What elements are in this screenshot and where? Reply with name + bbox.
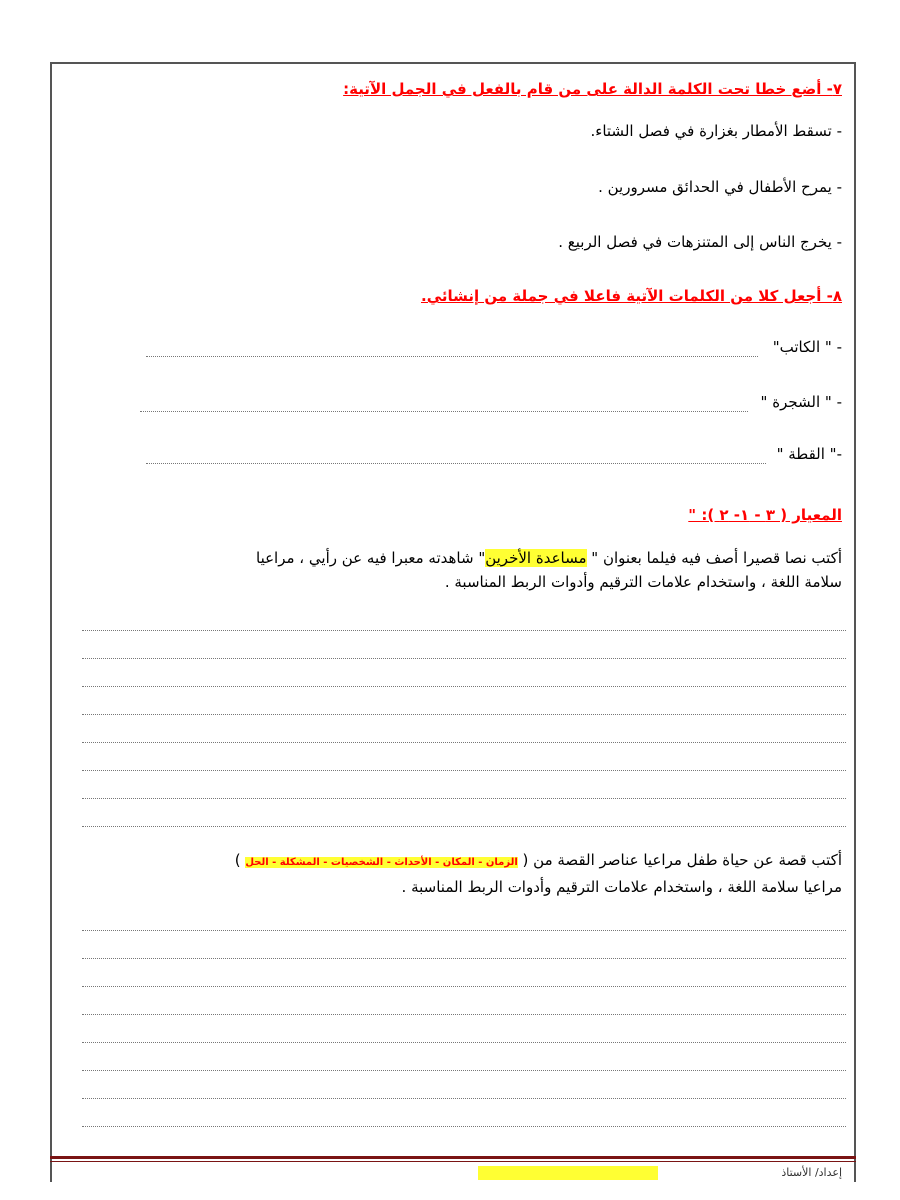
answer-line[interactable]: [82, 930, 846, 931]
task1-line-2: سلامة اللغة ، واستخدام علامات الترقيم وأدوات الربط المناسبة .: [444, 573, 842, 591]
task2-line-2: مراعيا سلامة اللغة ، واستخدام علامات الترقيم وأدوات الربط المناسبة .: [401, 878, 842, 896]
footer-divider-thick: [50, 1156, 856, 1159]
task2-line-1: [82, 848, 842, 875]
task2-text-before: أكتب قصة عن حياة طفل مراعيا عناصر القصة من (: [517, 851, 842, 869]
answer-line[interactable]: [140, 411, 748, 412]
answer-line[interactable]: [146, 463, 766, 464]
q7-sentence-2: - يمرح الأطفال في الحدائق مسرورين .: [598, 178, 842, 196]
q8-title: ٨- أجعل كلا من الكلمات الآتية فاعلا في جملة من إنشائي.: [421, 287, 842, 305]
q8-item-3: -" القطة ": [776, 445, 842, 463]
footer-author: إعداد/ الأستاذ: [781, 1166, 842, 1179]
task1-paragraph: [82, 546, 842, 594]
answer-line[interactable]: [82, 658, 846, 659]
answer-line[interactable]: [82, 1042, 846, 1043]
answer-line[interactable]: [82, 1098, 846, 1099]
task1-highlight: مساعدة الأخرين: [485, 549, 587, 567]
answer-line[interactable]: [146, 356, 758, 357]
task1-text-after: " شاهدته معبرا فيه عن رأيي ، مراعيا: [256, 549, 486, 567]
task2-highlight: الزمان - المكان - الأحداث - الشخصيات - المشكلة - الحل: [245, 857, 518, 868]
q7-sentence-1: - تسقط الأمطار بغزارة في فصل الشتاء.: [590, 122, 842, 140]
answer-line[interactable]: [82, 630, 846, 631]
answer-line[interactable]: [82, 742, 846, 743]
answer-line[interactable]: [82, 826, 846, 827]
answer-line[interactable]: [82, 714, 846, 715]
answer-line[interactable]: [82, 798, 846, 799]
q7-title: ٧- أضع خطا تحت الكلمة الدالة على من قام بالفعل في الجمل الآتية:: [343, 80, 842, 98]
task2-paragraph: [82, 848, 842, 899]
standard-title: المعيار ( ٣ - ١- ٢ ): ": [688, 506, 842, 524]
task2-text-after: ): [234, 851, 246, 869]
task1-text-before: أكتب نصا قصيرا أصف فيه فيلما بعنوان ": [586, 549, 842, 567]
answer-line[interactable]: [82, 986, 846, 987]
answer-line[interactable]: [82, 770, 846, 771]
task1-line-1: [82, 546, 842, 570]
q7-sentence-3: - يخرج الناس إلى المتنزهات في فصل الربيع .: [558, 233, 842, 251]
answer-line[interactable]: [82, 1014, 846, 1015]
footer-highlight-bar: [478, 1166, 658, 1180]
answer-line[interactable]: [82, 1070, 846, 1071]
answer-line[interactable]: [82, 686, 846, 687]
answer-line[interactable]: [82, 1126, 846, 1127]
answer-line[interactable]: [82, 958, 846, 959]
q8-item-1: - " الكاتب": [772, 338, 842, 356]
footer-divider-thin: [50, 1161, 856, 1162]
q8-item-2: - " الشجرة ": [760, 393, 842, 411]
